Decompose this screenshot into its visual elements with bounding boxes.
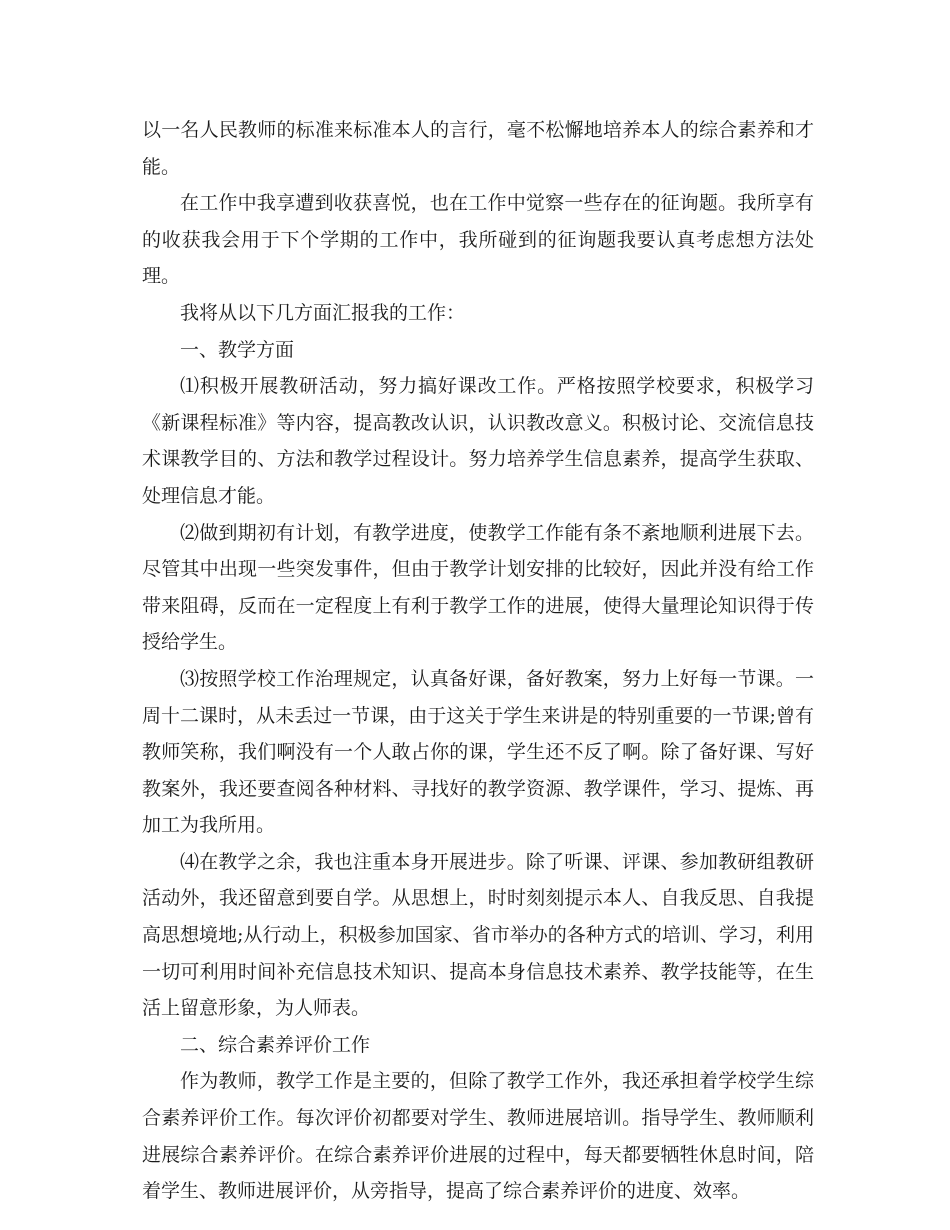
- section-heading: 一、教学方面: [180, 338, 295, 361]
- paragraph: 以一名人民教师的标准来标准本人的言行，毫不松懈地培养本人的综合素养和才能。: [142, 119, 814, 178]
- paragraph: ⑷在教学之余，我也注重本身开展进步。除了听课、评课、参加教研组教研活动外，我还留意到要自学。从思想上，时时刻刻提示本人、自我反思、自我提高思想境地;从行动上，积极参加国家、省市举办的各种方式的培训、学习，利用一切可利用时间补充信息技术知识、提高本身信息技术素养、教学技能等，在生活上留意形象，为人师表。: [142, 850, 814, 1020]
- paragraph: 在工作中我享遭到收获喜悦，也在工作中觉察一些存在的征询题。我所享有的收获我会用于下个学期的工作中，我所碰到的征询题我要认真考虑想方法处理。: [142, 192, 814, 288]
- document-body: [142, 112, 814, 1210]
- section-heading: 二、综合素养评价工作: [180, 1033, 371, 1056]
- paragraph: ⑴积极开展教研活动，努力搞好课改工作。严格按照学校要求，积极学习《新课程标准》等内容，提高教改认识，认识教改意义。积极讨论、交流信息技术课教学目的、方法和教学过程设计。努力培养学生信息素养，提高学生获取、处理信息才能。: [142, 375, 814, 507]
- paragraph: 我将从以下几方面汇报我的工作：: [180, 301, 466, 324]
- paragraph: ⑶按照学校工作治理规定，认真备好课，备好教案，努力上好每一节课。一周十二课时，从未丢过一节课，由于这关于学生来讲是的特别重要的一节课;曾有教师笑称，我们啊没有一个人敢占你的课，学生还不反了啊。除了备好课、写好教案外，我还要查阅各种材料、寻找好的教学资源、教学课件，学习、提炼、再加工为我所用。: [142, 667, 814, 837]
- paragraph: ⑵做到期初有计划，有教学进度，使教学工作能有条不紊地顺利进展下去。尽管其中出现一些突发事件，但由于教学计划安排的比较好，因此并没有给工作带来阻碍，反而在一定程度上有利于教学工作的进展，使得大量理论知识得于传授给学生。: [142, 521, 814, 654]
- paragraph: 作为教师，教学工作是主要的，但除了教学工作外，我还承担着学校学生综合素养评价工作。每次评价初都要对学生、教师进展培训。指导学生、教师顺利进展综合素养评价。在综合素养评价进展的过程中，每天都要牺牲休息时间，陪着学生、教师进展评价，从旁指导，提高了综合素养评价的进度、效率。: [142, 1070, 814, 1203]
